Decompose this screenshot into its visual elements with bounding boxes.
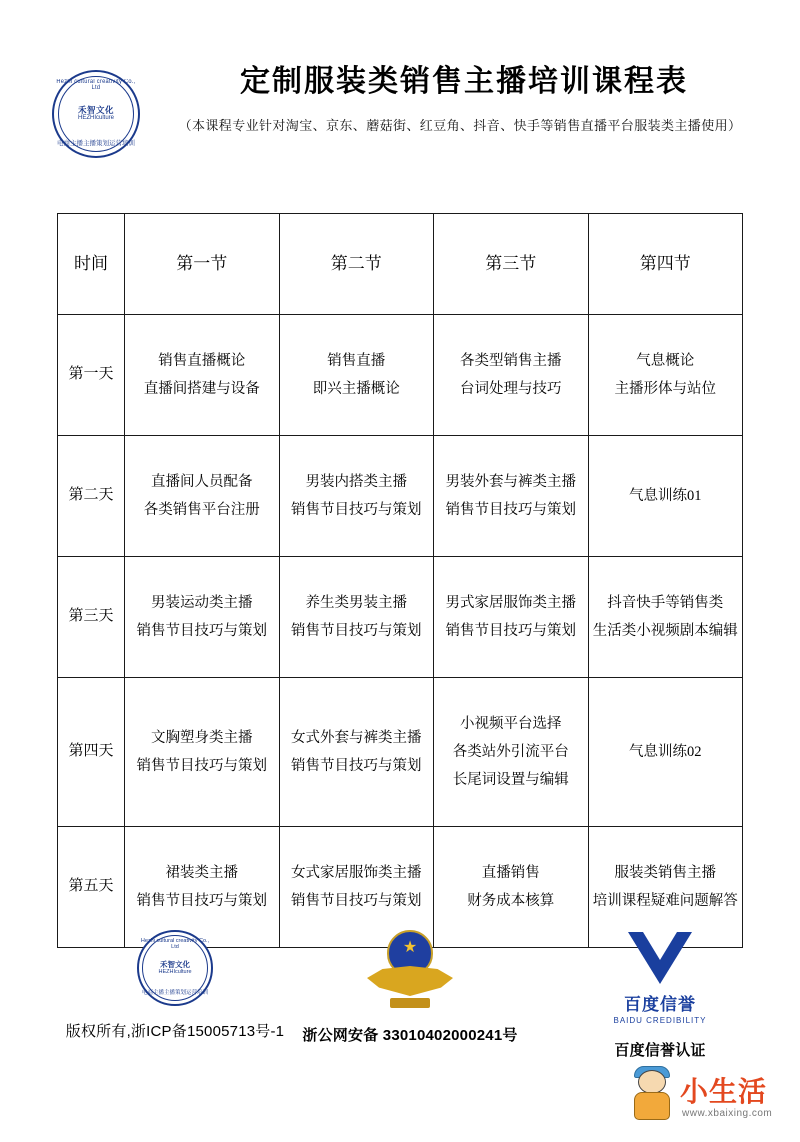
- seal-core-cn: 禾智文化: [77, 105, 115, 116]
- session-line: 销售节目技巧与策划: [291, 758, 422, 774]
- column-header: 第三节: [434, 214, 589, 315]
- session-line: 销售节目技巧与策划: [291, 502, 422, 518]
- seal-arc-bottom-text: 电商主播主播策划运营培训: [57, 140, 135, 147]
- mascot-head: [638, 1070, 666, 1094]
- day-label-cell: 第五天: [58, 827, 125, 948]
- session-line: 主播形体与站位: [614, 381, 716, 397]
- session-line: 销售节目技巧与策划: [291, 623, 422, 639]
- document-footer: [0, 930, 800, 1060]
- day-label-cell: 第二天: [58, 436, 125, 557]
- site-watermark: [632, 1068, 782, 1134]
- emblem-base: [390, 998, 430, 1008]
- session-line: 直播销售: [481, 864, 540, 881]
- table-row: [58, 315, 743, 436]
- session-line: 即兴主播概论: [312, 381, 400, 397]
- column-header: 第四节: [588, 214, 743, 315]
- icp-license-text: 版权所有,浙ICP备15005713号-1: [65, 1023, 285, 1040]
- session-line: 销售直播: [327, 352, 386, 369]
- session-line: 小视频平台选择: [460, 715, 562, 732]
- session-cell: [279, 678, 434, 827]
- session-line: 销售节目技巧与策划: [136, 623, 267, 639]
- column-header: 时间: [58, 214, 125, 315]
- day-label-cell: 第四天: [58, 678, 125, 827]
- footer-baidu-block: [545, 930, 775, 1060]
- session-cell: [434, 436, 589, 557]
- baidu-mark-en: BAIDU CREDIBILITY: [613, 1016, 707, 1025]
- session-line: 气息训练01: [629, 487, 702, 504]
- emblem-wings: [367, 966, 453, 996]
- session-line: 男装运动类主播: [151, 594, 253, 611]
- day-label-cell: 第三天: [58, 557, 125, 678]
- session-cell: [588, 678, 743, 827]
- session-line: 抖音快手等销售类: [607, 594, 724, 611]
- company-seal-small: [137, 930, 213, 1006]
- baidu-credibility-icon: [605, 930, 715, 990]
- seal-small-core-en: HEZHIculture: [158, 969, 192, 976]
- session-line: 气息概论: [636, 352, 695, 369]
- watermark-brand-text: 小生活: [680, 1076, 768, 1107]
- session-line: 养生类男装主播: [305, 594, 407, 611]
- footer-icp-block: [60, 930, 290, 1041]
- emblem-star: ★: [402, 939, 418, 956]
- document-header: [0, 62, 800, 172]
- session-cell: [125, 315, 280, 436]
- baidu-mark-cn: 百度信誉: [624, 995, 696, 1014]
- seal-small-arc-top: Hezhi cultural creativity Co., Ltd: [140, 938, 210, 950]
- session-cell: [125, 678, 280, 827]
- mascot-body: [634, 1092, 670, 1120]
- session-line: 女式外套与裤类主播: [291, 729, 422, 746]
- session-line: 销售节目技巧与策划: [445, 623, 576, 639]
- session-cell: [125, 557, 280, 678]
- session-line: 男装外套与裤类主播: [445, 473, 576, 490]
- session-line: 财务成本核算: [467, 893, 555, 909]
- baidu-certification-text: 百度信誉认证: [614, 1042, 706, 1059]
- session-line: 女式家居服饰类主播: [291, 864, 422, 881]
- session-line: 各类型销售主播: [460, 352, 562, 369]
- watermark-mascot-icon: [632, 1070, 676, 1122]
- title-block: [155, 62, 765, 134]
- session-cell: [125, 436, 280, 557]
- session-cell: [434, 678, 589, 827]
- session-line: 生活类小视频剧本编辑: [592, 623, 738, 639]
- session-line: 各类销售平台注册: [143, 502, 260, 518]
- police-emblem-icon: [367, 930, 453, 1010]
- seal-core-en: HEZHIculture: [77, 115, 115, 122]
- seal-core: [78, 106, 114, 122]
- session-cell: [279, 436, 434, 557]
- session-cell: [434, 557, 589, 678]
- session-line: 销售直播概论: [158, 352, 246, 369]
- watermark-url-text: www.xbaixing.com: [682, 1108, 773, 1119]
- table-row: [58, 678, 743, 827]
- session-line: 裙装类主播: [165, 864, 238, 881]
- seal-arc-top-text: Hezhi cultural creativity Co., Ltd: [56, 79, 136, 91]
- session-line: 销售节目技巧与策划: [291, 893, 422, 909]
- session-cell: [434, 315, 589, 436]
- footer-police-block: [290, 930, 530, 1045]
- session-line: 销售节目技巧与策划: [136, 758, 267, 774]
- column-header: 第二节: [279, 214, 434, 315]
- seal-small-arc-bottom: 电商主播主播策划运营培训: [141, 990, 208, 996]
- session-line: 各类站外引流平台: [452, 743, 569, 760]
- session-line: 长尾词设置与编辑: [452, 772, 569, 789]
- session-line: 气息训练02: [629, 743, 702, 760]
- table-row: [58, 436, 743, 557]
- session-cell: [588, 436, 743, 557]
- police-record-text: 浙公网安备 33010402000241号: [302, 1027, 518, 1044]
- session-cell: [279, 557, 434, 678]
- session-line: 服装类销售主播: [614, 864, 716, 881]
- page-subtitle: （本课程专业针对淘宝、京东、蘑菇街、红豆角、抖音、快手等销售直播平台服装类主播使用）: [178, 117, 742, 133]
- seal-small-core: [158, 961, 191, 975]
- session-line: 销售节目技巧与策划: [136, 893, 267, 909]
- company-seal-logo: [52, 70, 140, 158]
- session-line: 培训课程疑难问题解答: [592, 893, 738, 909]
- table-header-row: [58, 214, 743, 315]
- session-line: 销售节目技巧与策划: [445, 502, 576, 518]
- session-line: 直播间人员配备: [151, 473, 253, 490]
- seal-small-core-cn: 禾智文化: [159, 959, 190, 969]
- session-line: 直播间搭建与设备: [143, 381, 260, 397]
- session-line: 文胸塑身类主播: [151, 729, 253, 746]
- session-line: 男装内搭类主播: [305, 473, 407, 490]
- session-cell: [279, 315, 434, 436]
- table-row: [58, 557, 743, 678]
- session-line: 男式家居服饰类主播: [445, 594, 576, 611]
- session-line: 台词处理与技巧: [460, 381, 562, 397]
- session-cell: [588, 315, 743, 436]
- session-cell: [588, 557, 743, 678]
- page-title: 定制服装类销售主播培训课程表: [240, 65, 688, 98]
- course-schedule-table: [57, 213, 743, 948]
- baidu-v-inner: [643, 932, 677, 960]
- column-header: 第一节: [125, 214, 280, 315]
- day-label-cell: 第一天: [58, 315, 125, 436]
